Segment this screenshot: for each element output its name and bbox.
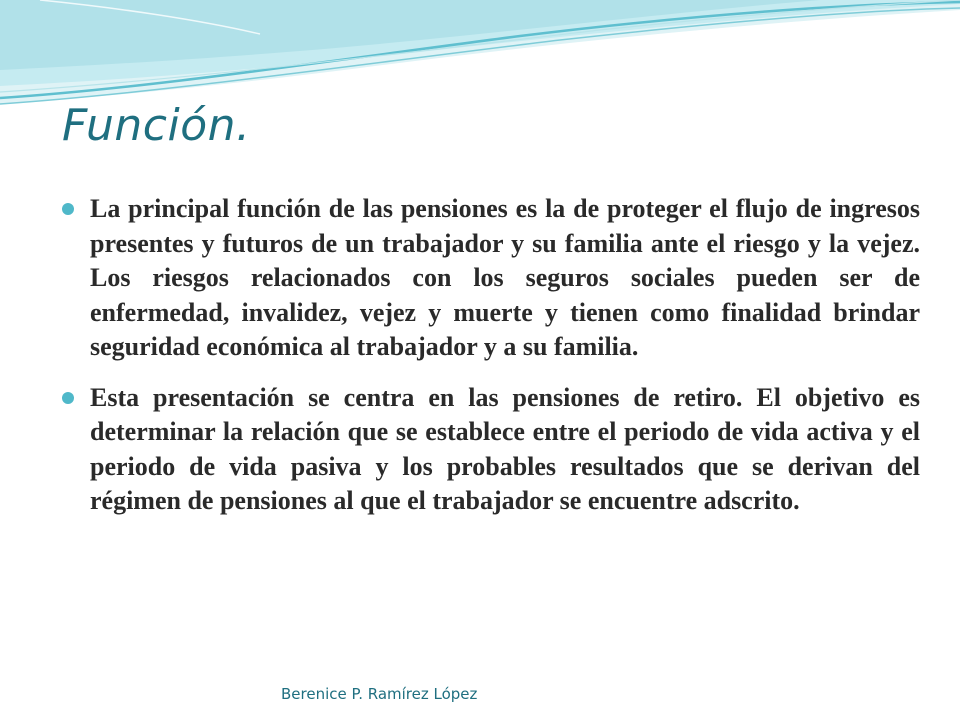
bullet-text: Esta presentación se centra en las pensiones de retiro. El objetivo es determinar la relación que se establece entre el periodo de vida activa y el periodo de vida pasiva y los probables resultados que se derivan del régimen de pensiones al que el trabajador se encuentre adscrito. [90, 382, 920, 515]
footer-author: Berenice P. Ramírez López [281, 685, 478, 703]
bullet-item [60, 381, 920, 519]
bullet-text: La principal función de las pensiones es la de proteger el flujo de ingresos presentes y futuros de un trabajador y su familia ante el riesgo y la vejez. Los riesgos relacionados con los seguros sociales pueden ser de enfermedad, invalidez, vejez y muerte y tienen como finalidad brindar seguridad económica al trabajador y a su familia. [90, 194, 920, 361]
bullet-dot-icon [62, 203, 74, 215]
bullet-list [60, 192, 920, 535]
bullet-item [60, 192, 920, 365]
slide-title: Función. [62, 100, 251, 151]
bullet-dot-icon [62, 392, 74, 404]
